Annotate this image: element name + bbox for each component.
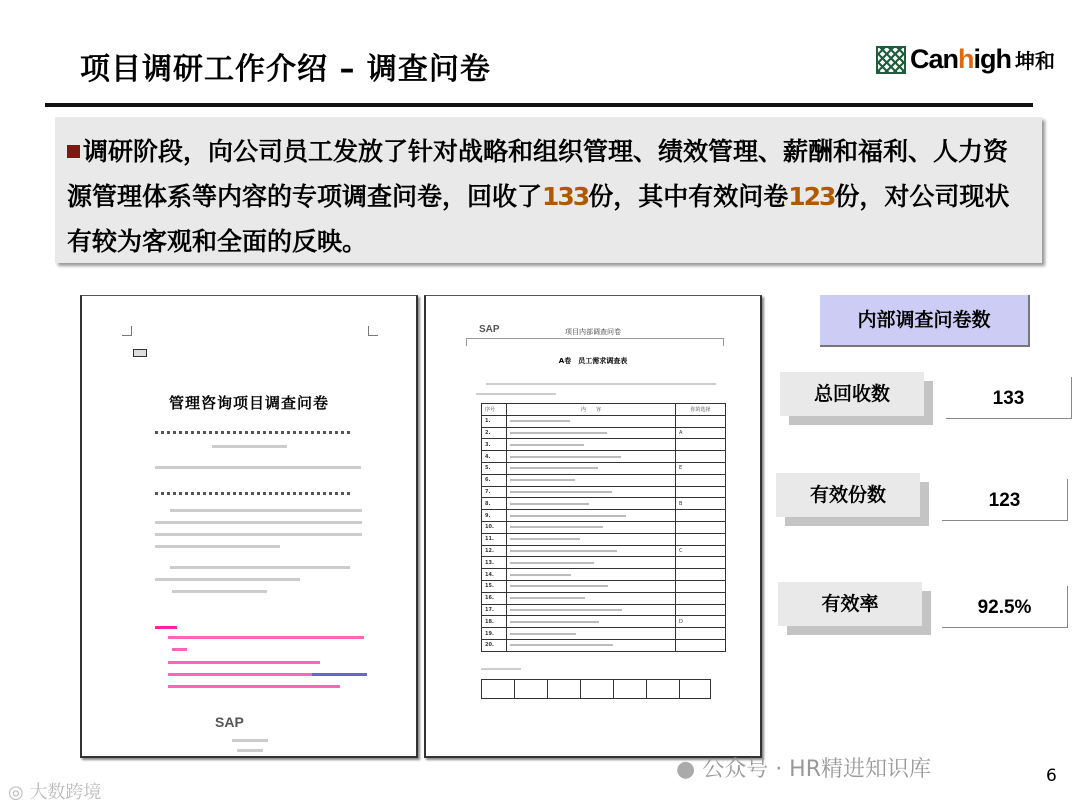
row-number: 17.: [482, 604, 507, 616]
row-content: [507, 415, 676, 427]
bullet-icon: [67, 145, 80, 158]
stat-value-valid: 123: [942, 479, 1068, 521]
row-choice: [676, 628, 726, 640]
row-content: [507, 580, 676, 592]
watermark-left: [8, 778, 101, 804]
row-number: 14.: [482, 569, 507, 581]
table-row: [482, 639, 726, 651]
row-number: 11.: [482, 533, 507, 545]
table-row: [482, 439, 726, 451]
row-content: [507, 592, 676, 604]
stat-value-rate: 92.5%: [942, 586, 1068, 628]
row-choice: [676, 415, 726, 427]
table-row: [482, 580, 726, 592]
row-choice: [676, 474, 726, 486]
row-choice: E: [676, 462, 726, 474]
row-choice: [676, 592, 726, 604]
row-content: [507, 462, 676, 474]
table-row: [482, 510, 726, 522]
questionnaire-cover-page: [80, 295, 418, 758]
table-row: [482, 462, 726, 474]
row-number: 10.: [482, 521, 507, 533]
doc-header: 项目内部调查问卷: [565, 328, 621, 336]
tag-box: [133, 349, 147, 357]
row-choice: A: [676, 427, 726, 439]
watermark-right: [676, 752, 931, 783]
row-content: [507, 439, 676, 451]
row-content: [507, 486, 676, 498]
title-divider: [45, 103, 1033, 107]
row-content: [507, 474, 676, 486]
canhigh-logo: [876, 44, 1055, 75]
row-content: [507, 427, 676, 439]
table-row: [482, 569, 726, 581]
row-content: [507, 533, 676, 545]
row-content: [507, 569, 676, 581]
row-number: 15.: [482, 580, 507, 592]
row-number: 20.: [482, 639, 507, 651]
cube-logo-icon: [876, 46, 906, 74]
table-row: [482, 616, 726, 628]
callout-text: 份，其中有效问卷: [588, 182, 789, 211]
sap-logo: SAP: [479, 324, 500, 335]
row-content: [507, 498, 676, 510]
row-content: [507, 639, 676, 651]
row-choice: [676, 439, 726, 451]
watermark-text: 公众号 · HR精进知识库: [702, 757, 932, 782]
stat-label-total: 总回收数: [780, 372, 924, 416]
score-table: [481, 679, 711, 699]
row-content: [507, 510, 676, 522]
row-content: [507, 616, 676, 628]
doc-title: 管理咨询项目调查问卷: [168, 394, 329, 412]
col-header: 你的选择: [676, 404, 726, 416]
stat-value-total: 133: [946, 377, 1072, 419]
row-choice: [676, 533, 726, 545]
row-choice: [676, 557, 726, 569]
doc-subtitle: A卷 员工需求调查表: [558, 357, 628, 365]
stat-label-valid: 有效份数: [776, 473, 920, 517]
row-number: 16.: [482, 592, 507, 604]
summary-callout: [55, 117, 1042, 263]
row-choice: D: [676, 616, 726, 628]
row-choice: [676, 451, 726, 463]
table-row: [482, 486, 726, 498]
table-row: [482, 415, 726, 427]
row-choice: B: [676, 498, 726, 510]
row-number: 13.: [482, 557, 507, 569]
row-content: [507, 628, 676, 640]
row-choice: [676, 486, 726, 498]
row-content: [507, 451, 676, 463]
questionnaire-table-page: [424, 295, 762, 758]
watermark-text: 大数跨境: [29, 782, 102, 803]
row-number: 8.: [482, 498, 507, 510]
row-choice: [676, 510, 726, 522]
table-row: [482, 628, 726, 640]
table-row: [482, 604, 726, 616]
row-content: [507, 521, 676, 533]
row-choice: [676, 580, 726, 592]
row-number: 6.: [482, 474, 507, 486]
dash-line: [155, 492, 351, 495]
col-header: 序号: [482, 404, 507, 416]
logo-icon: ◎: [8, 782, 30, 803]
row-number: 1.: [482, 415, 507, 427]
row-number: 7.: [482, 486, 507, 498]
row-number: 18.: [482, 616, 507, 628]
table-row: [482, 557, 726, 569]
table-row: [482, 451, 726, 463]
row-choice: [676, 604, 726, 616]
table-row: [482, 474, 726, 486]
row-content: [507, 545, 676, 557]
wechat-icon: ●: [676, 757, 696, 782]
table-row: [482, 521, 726, 533]
table-row: [482, 533, 726, 545]
logo-text-cn: 坤和: [1015, 49, 1056, 73]
row-number: 2.: [482, 427, 507, 439]
row-content: [507, 604, 676, 616]
row-choice: [676, 569, 726, 581]
row-number: 9.: [482, 510, 507, 522]
callout-text: 调研阶段，向公司员工发放了针对战略和组织管理、绩效管理、薪酬和福利、人力资源管理体系等内容的专项调查问卷，回收了: [67, 137, 1009, 211]
row-number: 3.: [482, 439, 507, 451]
questionnaire-table: [481, 403, 726, 652]
valid-count: 123: [788, 182, 835, 211]
sap-logo: SAP: [215, 714, 244, 730]
table-row: [482, 498, 726, 510]
dash-line: [155, 431, 351, 434]
logo-text: Can: [910, 44, 959, 74]
row-content: [507, 557, 676, 569]
row-choice: [676, 639, 726, 651]
table-row: [482, 545, 726, 557]
row-number: 5.: [482, 462, 507, 474]
logo-text-h: h: [958, 44, 974, 74]
row-choice: C: [676, 545, 726, 557]
table-row: [482, 427, 726, 439]
row-number: 12.: [482, 545, 507, 557]
row-choice: [676, 521, 726, 533]
slide-title: 项目调研工作介绍 – 调查问卷: [80, 52, 491, 87]
row-number: 4.: [482, 451, 507, 463]
callout-text: 份，对公司现状有较为客观和全面的反映。: [67, 182, 1010, 256]
page-number: 6: [1046, 766, 1057, 786]
row-number: 19.: [482, 628, 507, 640]
col-header: 内 容: [507, 404, 676, 416]
stat-label-rate: 有效率: [778, 582, 922, 626]
stats-header: 内部调查问卷数: [820, 295, 1030, 347]
logo-text: igh: [973, 44, 1012, 74]
crop-mark: [122, 326, 132, 336]
table-row: [482, 592, 726, 604]
header-rule: [466, 338, 724, 346]
crop-mark: [368, 326, 378, 336]
total-count: 133: [542, 182, 589, 211]
